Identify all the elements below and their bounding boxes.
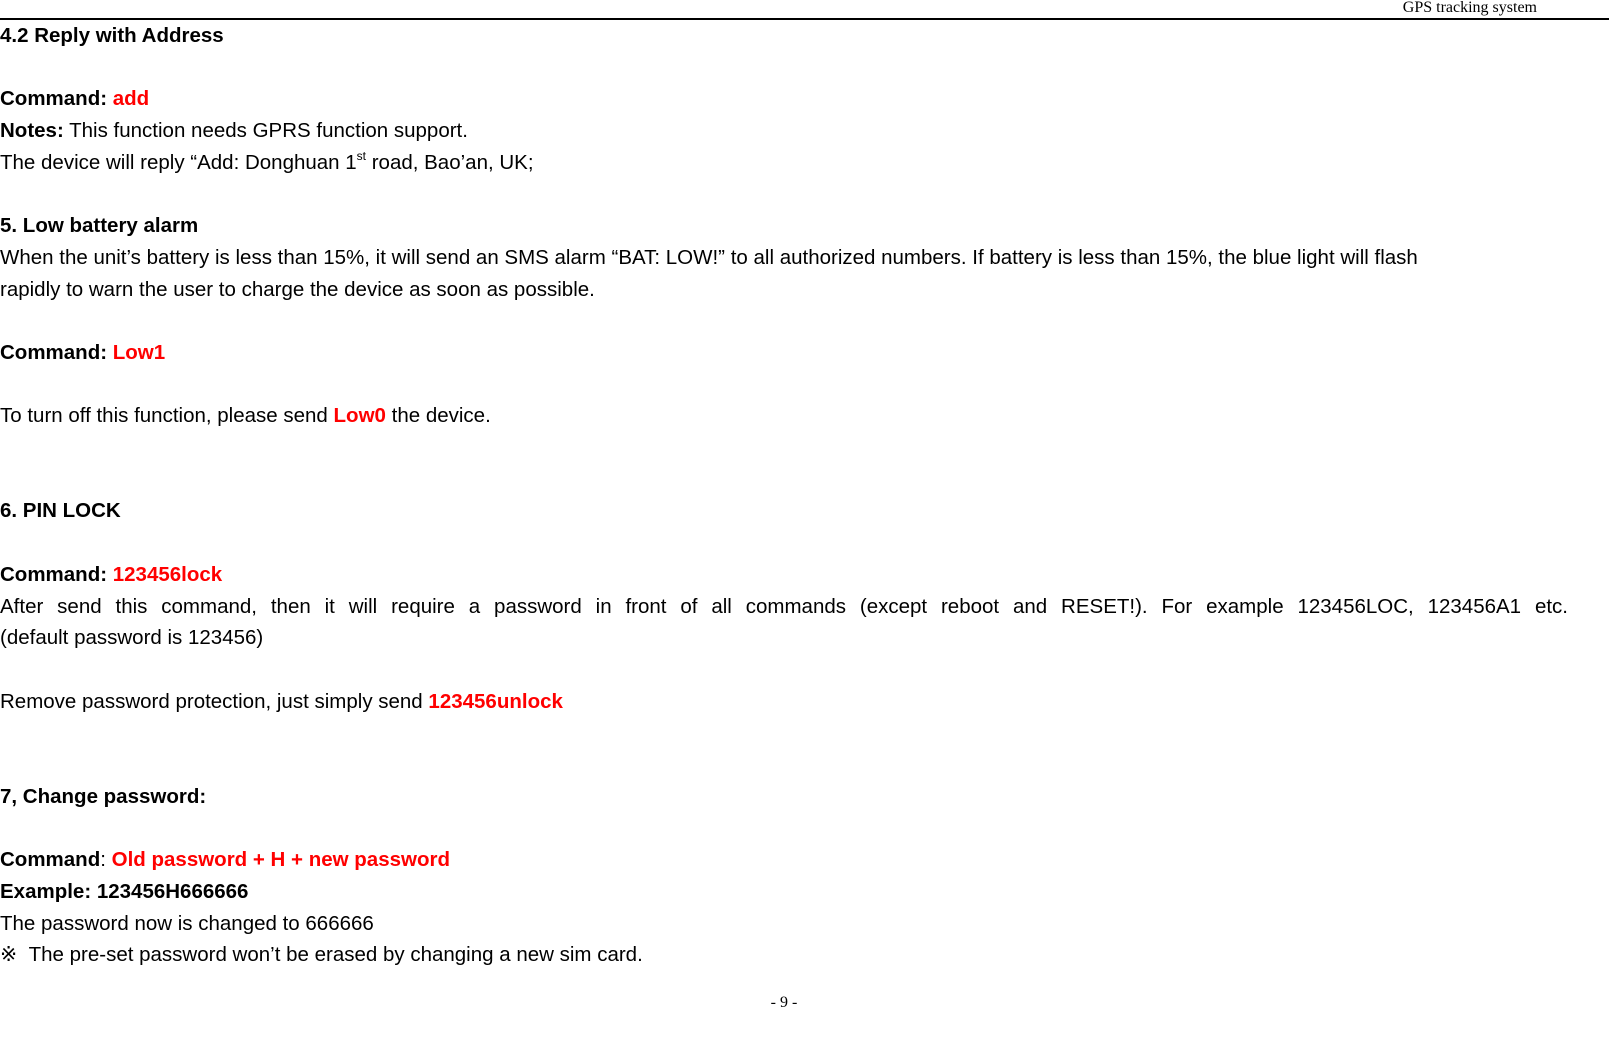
note-text: The pre-set password won’t be erased by changing a new sim card. [28, 943, 643, 967]
section-7-heading: 7, Change password: [0, 784, 207, 808]
section-6-remove [0, 686, 1568, 718]
command-label: Command [0, 848, 101, 872]
spacer [0, 52, 1568, 84]
section-6-command [0, 559, 1568, 591]
spacer [0, 369, 1568, 401]
section-5-body-line-1: When the unit’s battery is less than 15%, it will send an SMS alarm “BAT: LOW!” to all authorized numbers. If battery is less than 15%, the blue light will flash [0, 245, 1418, 269]
reference-mark-icon: ※ [0, 943, 18, 967]
section-7-example: Example: 123456H666666 [0, 879, 249, 903]
turn-off-command: Low0 [333, 404, 386, 428]
section-4-2-command [0, 83, 1568, 115]
section-5-turn-off [0, 400, 1568, 432]
page-number: - 9 - [770, 994, 798, 1011]
reply-text-post: road, Bao’an, UK; [366, 150, 534, 174]
spacer [0, 432, 1568, 464]
section-7-changed: The password now is changed to 666666 [0, 911, 374, 935]
spacer [0, 179, 1568, 211]
notes-label: Notes: [0, 119, 64, 143]
command-label: Command: [0, 340, 113, 364]
spacer [0, 717, 1568, 749]
command-value: Old password + H + new password [111, 848, 450, 872]
spacer [0, 654, 1568, 686]
notes-text: This function needs GPRS function support. [63, 119, 468, 143]
reply-text-pre: The device will reply “Add: Donghuan 1 [0, 150, 357, 174]
turn-off-text-post: the device. [385, 404, 491, 428]
spacer [0, 305, 1568, 337]
section-5-body-line-2: rapidly to warn the user to charge the device as soon as possible. [0, 277, 595, 301]
section-5-command [0, 337, 1568, 369]
reply-superscript: st [356, 148, 367, 163]
section-6-body-line-2: (default password is 123456) [0, 626, 264, 650]
spacer [0, 749, 1568, 781]
command-label: Command: [0, 562, 113, 586]
remove-text-pre: Remove password protection, just simply send [0, 689, 429, 713]
section-4-2-notes [0, 115, 1568, 147]
spacer [0, 464, 1568, 496]
section-4-2-reply [0, 147, 1568, 179]
section-6-body-line-1: After send this command, then it will require a password in front of all commands (except reboot and RESET!). For example 123456LOC, 123456A1 etc. [0, 594, 1568, 618]
running-header: GPS tracking system [1402, 0, 1537, 16]
command-value: 123456lock [112, 562, 223, 586]
command-label: Command: [0, 87, 113, 111]
command-colon: : [100, 848, 112, 872]
section-7-command [0, 844, 1568, 876]
spacer [0, 527, 1568, 559]
section-6-heading: 6. PIN LOCK [0, 499, 121, 523]
command-value: Low1 [112, 340, 166, 364]
section-4-2-heading: 4.2 Reply with Address [0, 24, 224, 47]
section-7-note [0, 939, 1568, 971]
command-value: add [112, 87, 150, 111]
document-body [0, 20, 1568, 971]
turn-off-text-pre: To turn off this function, please send [0, 404, 334, 428]
section-5-heading: 5. Low battery alarm [0, 214, 199, 238]
spacer [0, 812, 1568, 844]
remove-command: 123456unlock [428, 689, 563, 713]
